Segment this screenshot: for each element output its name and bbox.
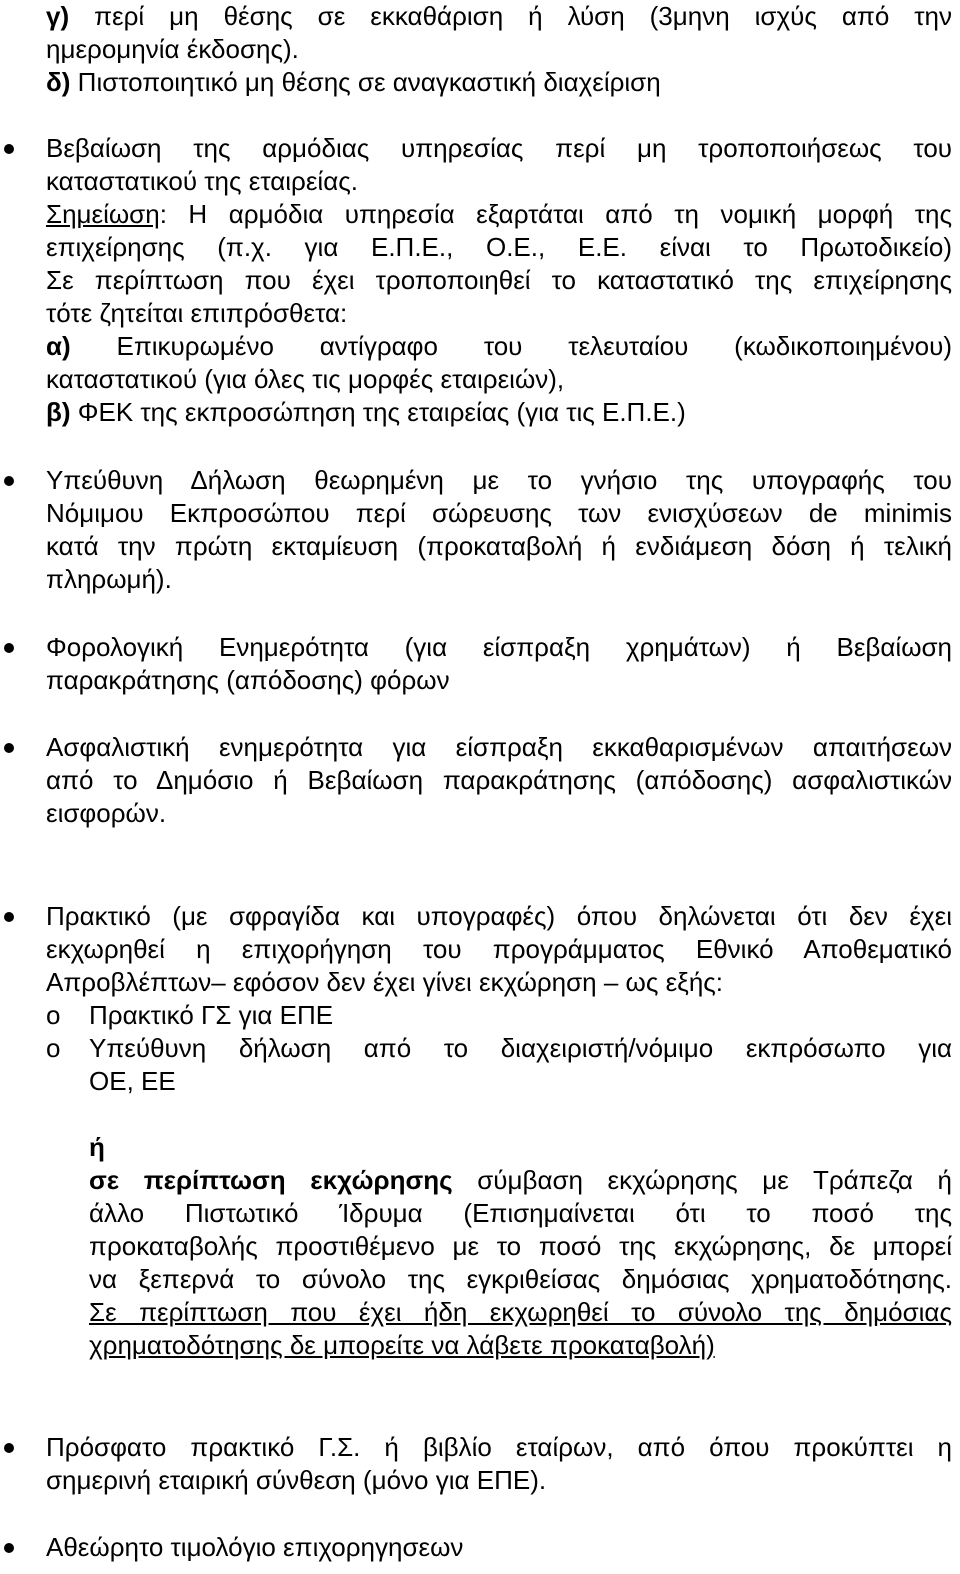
text-line: Νόμιμου Εκπροσώπου περί σώρευσης των ενισχύσεων de minimis [46, 498, 952, 528]
bullet-icon [4, 144, 14, 154]
bullet-icon [4, 743, 14, 753]
text-line: δ) Πιστοποιητικό μη θέσης σε αναγκαστική διαχείριση [46, 67, 661, 97]
underlined-line: Σε περίπτωση που έχει ήδη εκχωρηθεί το σύνολο της δημόσιας [89, 1297, 952, 1327]
text-line: άλλο Πιστωτικό Ίδρυμα (Επισημαίνεται ότι το ποσό της [89, 1198, 952, 1228]
text-line: Πρακτικό (με σφραγίδα και υπογραφές) όπου δηλώνεται ότι δεν έχει [46, 901, 952, 931]
text-line: σε περίπτωση εκχώρησης σύμβαση εκχώρησης με Τράπεζα ή [89, 1165, 952, 1195]
text-line: ΟΕ, ΕΕ [89, 1066, 176, 1096]
note-label: Σημείωση [46, 199, 160, 229]
text-line: σημερινή εταιρική σύνθεση (μόνο για ΕΠΕ). [46, 1465, 547, 1495]
text-line: α) Επικυρωμένο αντίγραφο του τελευταίου (κωδικοποιημένου) [46, 331, 952, 361]
text-line: εισφορών. [46, 798, 167, 828]
text-line: κατά την πρώτη εκταμίευση (προκαταβολή ή ενδιάμεση δόση ή τελική [46, 531, 952, 561]
text-line: Φορολογική Ενημερότητα (για είσπραξη χρημάτων) ή Βεβαίωση [46, 632, 952, 662]
bullet-icon [4, 476, 14, 486]
text-line: Σε περίπτωση που έχει τροποποιηθεί το καταστατικό της επιχείρησης [46, 265, 952, 295]
text-line: β) ΦΕΚ της εκπροσώπηση της εταιρείας (για τις Ε.Π.Ε.) [46, 397, 686, 427]
text-line: ημερομηνία έκδοσης). [46, 34, 299, 64]
bullet-icon [4, 912, 14, 922]
text-line: Ασφαλιστική ενημερότητα για είσπραξη εκκαθαρισμένων απαιτήσεων [46, 732, 952, 762]
text-line: εκχωρηθεί η επιχορήγηση του προγράμματος Εθνικό Αποθεματικό [46, 934, 952, 964]
text-line: προκαταβολής προστιθέμενο με το ποσό της εκχώρησης, δε μπορεί [89, 1231, 952, 1261]
bullet-icon [4, 1543, 14, 1553]
text-line: τότε ζητείται επιπρόσθετα: [46, 298, 348, 328]
text-line: παρακράτησης (απόδοσης) φόρων [46, 665, 450, 695]
text-line: επιχείρησης (π.χ. για Ε.Π.Ε., Ο.Ε., Ε.Ε. είναι το Πρωτοδικείο) [46, 232, 952, 262]
text-line: να ξεπερνά το σύνολο της εγκριθείσας δημόσιας χρηματοδότησης. [89, 1264, 952, 1294]
sub-bullet-icon: o [46, 1033, 61, 1063]
sub-bullet-icon: o [46, 1000, 61, 1030]
text-line: ή [89, 1132, 105, 1162]
text-line: Βεβαίωση της αρμόδιας υπηρεσίας περί μη τροποποιήσεως του [46, 133, 952, 163]
text-line: γ) περί μη θέσης σε εκκαθάριση ή λύση (3μηνη ισχύς από την [46, 1, 952, 31]
text-line: από το Δημόσιο ή Βεβαίωση παρακράτησης (απόδοσης) ασφαλιστικών [46, 765, 952, 795]
text-line: Πρακτικό ΓΣ για ΕΠΕ [89, 1000, 334, 1030]
text-line: καταστατικού (για όλες τις μορφές εταιρειών), [46, 364, 565, 394]
underlined-line: χρηματοδότησης δε μπορείτε να λάβετε προκαταβολή) [89, 1330, 715, 1360]
text-line: καταστατικού της εταιρείας. [46, 166, 358, 196]
text-line: Υπεύθυνη δήλωση από το διαχειριστή/νόμιμο εκπρόσωπο για [89, 1033, 952, 1063]
text-line: Πρόσφατο πρακτικό Γ.Σ. ή βιβλίο εταίρων, από όπου προκύπτει η [46, 1432, 952, 1462]
text-line: Αθεώρητο τιμολόγιο επιχορηγησεων [46, 1532, 464, 1562]
note-line: Σημείωση: Η αρμόδια υπηρεσία εξαρτάται από τη νομική μορφή της [46, 199, 952, 229]
bullet-icon [4, 643, 14, 653]
text-line: Απροβλέπτων– εφόσον δεν έχει γίνει εκχώρηση – ως εξής: [46, 967, 724, 997]
text-line: πληρωμή). [46, 564, 172, 594]
bullet-icon [4, 1443, 14, 1453]
text-line: Υπεύθυνη Δήλωση θεωρημένη με το γνήσιο της υπογραφής του [46, 465, 952, 495]
